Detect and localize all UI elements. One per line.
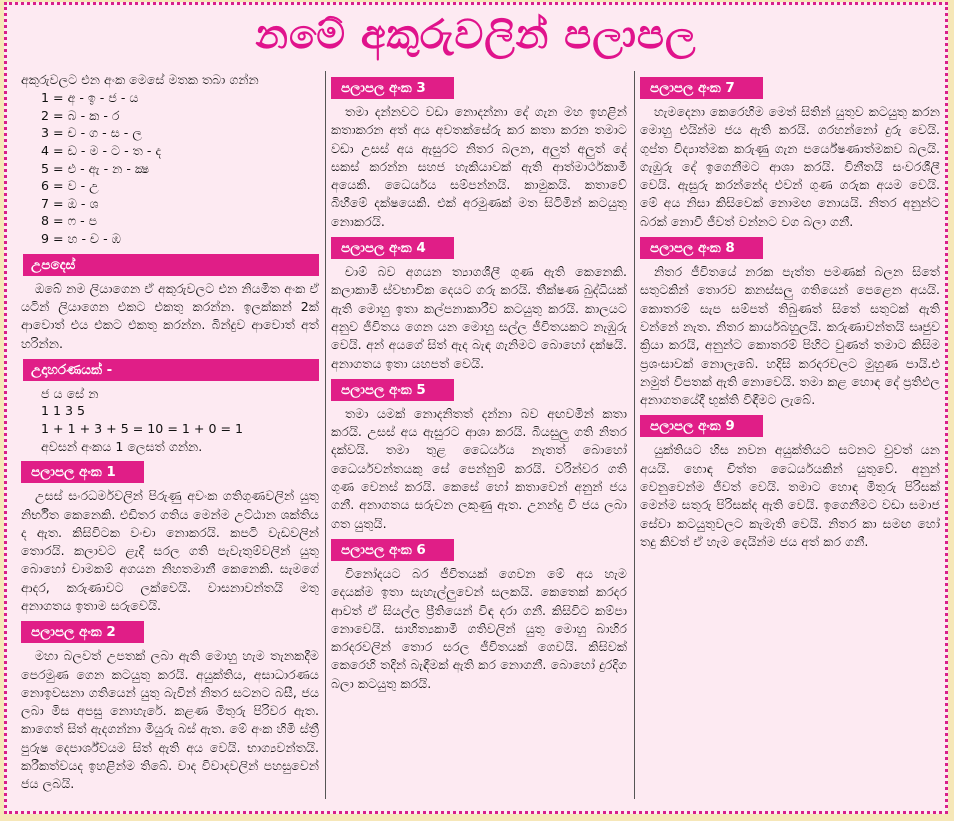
result-9-text: යුක්තියට හිස නවන අයුක්තියට සටනට වුවත් යන අයයි. හොඳ චිත්ත ධෛර්යයකින් යුතුවේ. අනුන් වෙනුවෙන්ම ජීවත් වෙයි. තමාට හොඳ මිතුරු පිරිසක් මෙන්ම සතුරු පිරිසක්ද ඇති වෙයි. ඉගෙනීමට වඩා සමාජ සේවා කටයුතුවලට කැමැති වෙයි. නිතර කා සමඟ හෝ තදු කිවත් ඒ හැම දෙයින්ම ජය අත් කර ගනී.: [640, 442, 940, 549]
map-line: 7 = ඔ - ශ: [41, 195, 99, 211]
map-line: 4 = ඩ - ම - ට - ත - ද: [41, 143, 162, 159]
column-3: [640, 71, 940, 805]
result-3-text: තමා දන්නවට වඩා නොදන්නා දේ ගැන මහ ඉහළින් කතාකරන අත් අය අවතක්සේරු කර කතා කරන තමාට වඩා උසස් අය ඇසුරට නිතර බලන, අලුත් අලුත් දේ සකස් කරන්න සහජ හැකියාවක් ඇති ආත්මාර්ථකාමී අයෙකි. ධෛර්යය සම්පන්නයි. කාමුකයි. කතාවේ බිහීමේ දක්ෂයෙකි. එක් අරමුණක් මත සිටිමින් කටයුතු නොකරයි.: [331, 104, 627, 229]
result-7-heading: පලාපල අංක 7: [640, 77, 763, 99]
result-2-heading: පලාපල අංක 2: [21, 621, 144, 643]
example-block: [41, 385, 319, 455]
advice-heading: උපදෙස්: [23, 254, 319, 276]
example-heading: උදාහරණයක් -: [23, 359, 319, 381]
example-line: 1 + 1 + 3 + 5 = 10 = 1 + 0 = 1: [41, 421, 244, 437]
result-2-text: මහා බලවත් උපතක් ලබා ඇති මොහු හැම තැනකදීම පෙරමුණ ගෙන කටයුතු කරයි. අයුක්තිය, අසාධාරණය නොඉවසනා ගතියෙන් යුතු බැවින් නිතර සටනට බසී, ජය ලබා මිස අපසු නොහැරේ. කළණ මිතුරු පිරිවර ඇත. කාගෙත් සිත් ඇදගන්නා මියුරු බස් ඇත. මේ අංක හිමි ස්ත්‍රී පුරුෂ දෙපාර්ශ්වයම සිත් ඇති අය වෙයි. භාග්‍යවන්තයි. කරීකත්වයද ඉහළින්ම තිබේ. වාද විවාදවලින් පහසුවෙන් ජය ලබයි.: [21, 648, 319, 792]
column-divider: [325, 71, 326, 799]
result-8-heading: පලාපල අංක 8: [640, 237, 763, 259]
map-line: 8 = ෆ - ප: [41, 213, 98, 229]
map-line: 1 = අ - ඉ - ජ - ය: [41, 90, 139, 106]
result-1-text: උසස් සංරධර්මවලින් පිරුණු අවංක ගතිගුණවලින් යුතු නිර්භීත කෙනෙකි. එඩිතර ගතිය මෙන්ම උට්ඨාන ශක්තිය ද ඇත. කිසිවිටක වංචා නොකරයි. කපටි වැඩවලින් තොරයි. කලාවට ළැදි සරල ගති පැවැතුම්වලින් යුතු බොහෝ චාමකම් අගයන නිහතමානී කෙනෙකි. සැමගේ ආදර, කරුණාවට ලක්වෙයි. වාසනාවන්තයි මතු අනාගතය ඉතාම සරුවෙයි.: [21, 488, 319, 613]
result-4-heading: පලාපල අංක 4: [331, 237, 454, 259]
result-7-text: හැමදෙනා කෙරෙහිම මෙත් සිතින් යුතුව කටයුතු කරන මොහු එයින්ම ජය ඇති කරයි. ගරහන්නෝ දුරු වෙයි. ගුප්ත විද්‍යාත්මක කරුණු ගැන පර්යේෂණාත්මකව බලයි. ගැඹුරු දේ ඉගෙනීමට ආශා කරයි. විනීතයි සංවරශීලී වෙයි. ඇසුරු කරන්නේද එවන් ගුණ ගරුක අයම වෙයි. මේ අය නිසා කිසිවෙක් නොමඟ නොයයි. නිතර අනුන්ට බරක් නොවී ජීවත් වන්නට වග බලා ගනී.: [640, 104, 940, 229]
result-8-text: නිතර ජීවිතයේ නරක පැත්ත පමණක් බලන සිතේ සතුටකින් තොරව කනස්සලු ගතියෙන් පෙළෙන අයයි. කොතරම් සැප සම්පත් තිබුණත් සිතේ සතුටක් ඇති වන්නේ නැත. නිතර කාර්යබහුලයි. කරුණාවන්තයි සෘජුව ක්‍රියා කරයි, අනුන්ට කොතරම් පිහිට වුණත් තමාට කිසිම ප්‍රශංසාවක් නොලැබේ. හදිසි කරදරවලට මුහුණ පායි.එ නමුත් විපතක් ඇති නොවෙයි. තමා කළ හොඳ දේ ප්‍රතිඵල අනාගතයේදී භුක්ති විඳීමට ලැබේ.: [640, 264, 940, 408]
result-6-text: විනෝදයට බර ජීවිතයක් ගෙවන මේ අය හැම දෙයක්ම ඉතා සැහැල්ලුවෙන් සලකයි. කෙතෙක් කරදර ආවත් ඒ සියල්ල ප්‍රීතියෙන් විඳ දරා ගනී. කිසිවිට කම්පා නොවෙයි. සාහිත්‍යකාමී ගතිවලින් යුතු මොහු බාහිර කරදරවලින් තොර සරල ජීවිතයක් ගෙවයි. කිසිවක් කෙරෙහි තදින් බැඳීමක් ඇති කර නොගනී. බොහෝ දුරදිග බලා කටයුතු කරයි.: [331, 565, 627, 691]
result-4-text: චාම් බව අගයන ත්‍යාගශීලී ගුණ ඇති කෙනෙකි. කලාකාමී ස්වභාවික දෙයට ගරු කරයි. තීක්ෂණ බුද්ධියක් ඇති මොහු ඉතා කල්පනාකාරීව කටයුතු කරයි. කාලයට අනුව ජීවිතය ගෙන යන මොහු සල්ල ජීවිතයකට නැඹුරු වෙයි. අන් අයගේ සිත් ඇද බැඳ ගැනිමට බොහෝ දක්ෂයි. අනාගතය ඉතා යහපත් වෙයි.: [331, 264, 627, 371]
map-line: 5 = එ - ඇ - න - ක්‍ෂ: [41, 160, 150, 176]
result-5-text: තමා යමක් නොදනිතත් දන්නා බව අඟවමින් කතා කරයි. උසස් අය ඇසුරට ආශා කරයි. බියසුලු ගති නිතර දක්වයි. තමා තුළ ධෛර්යය නැතත් බොහෝ ධෛර්යවන්තයකු සේ පෙන්නුම් කරයි. වරින්වර ගති ගුණ වෙනස් කරයි. කෙසේ හෝ කතාවෙන් අනුන් ජය ගනී. අනාගතය සරුවන ලකුණු ඇත. උනන්දු වී ජය ලබා ගත යුතුයි.: [331, 405, 627, 531]
result-9-heading: පලාපල අංක 9: [640, 415, 763, 437]
result-3-heading: පලාපල අංක 3: [331, 77, 454, 99]
letter-number-map: [41, 89, 319, 247]
map-line: 9 = හ - ච - ඹ: [41, 231, 121, 247]
column-2: [331, 71, 627, 805]
example-line: අවසන් අංකය 1 ලෙසත් ගන්න.: [41, 438, 203, 454]
map-line: 6 = ව - උ: [41, 178, 99, 194]
map-line: 3 = ච - ග - ස - ල: [41, 125, 142, 141]
map-line: 2 = බ - ක - ර: [41, 107, 120, 123]
example-line: ජ ය සේ න: [41, 385, 99, 401]
intro-text: අකුරුවලට එන අංක මෙසේ මතක තබා ගන්න: [21, 72, 259, 87]
page-title: නමේ අකුරුවලින් පලාපල: [255, 12, 697, 58]
column-divider: [634, 71, 635, 799]
example-line: 1 1 3 5: [41, 403, 86, 419]
result-5-heading: පලාපල අංක 5: [331, 379, 454, 401]
column-1: [21, 71, 319, 805]
advice-text: ඔබේ නම ලියාගෙන ඒ අකුරුවලට එන නියමිත අංක ඒ යටින් ලියාගෙන එකට එකතු කරන්න. ඉලක්කන් 2ක් ආවොත් එය එකට එකතු කරන්න. බින්දුව ආවොත් අත් හරින්න.: [21, 280, 319, 351]
article-page: [4, 2, 948, 814]
result-6-heading: පලාපල අංක 6: [331, 539, 454, 561]
result-1-heading: පලාපල අංක 1: [21, 461, 144, 483]
